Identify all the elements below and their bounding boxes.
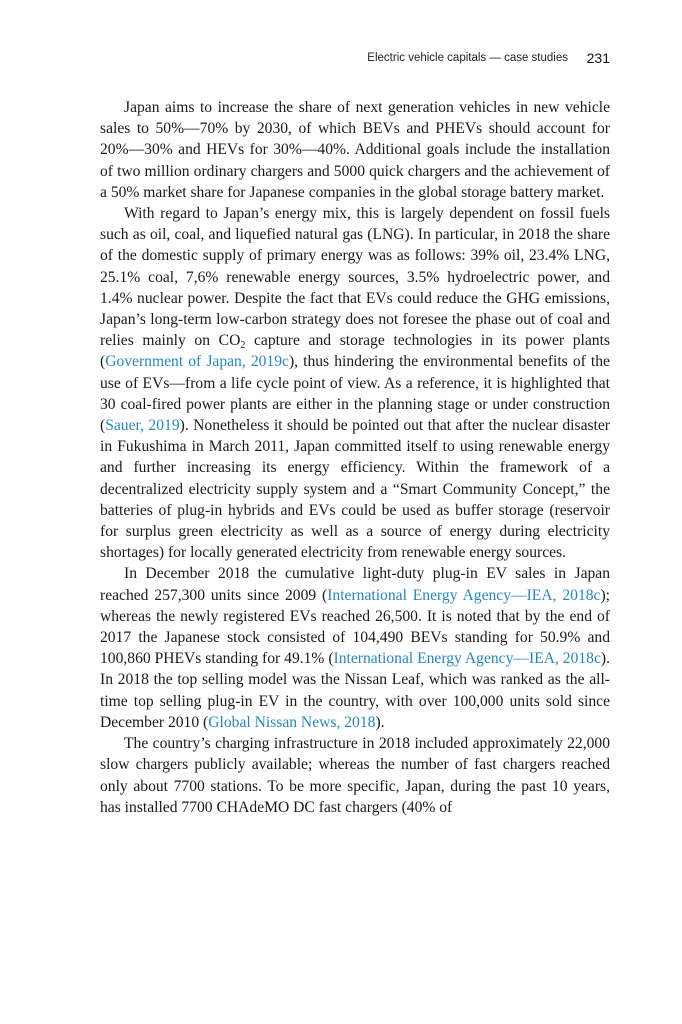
- paragraph-2-text-b: capture and storage technologies in its power plants (: [100, 332, 611, 371]
- running-head: [100, 50, 610, 68]
- paragraph-4: The country’s charging infrastructure in 2018 included approximately 22,000 slow chargers publicly available; whereas the number of fast chargers reached only about 7700 stations. To be more specific, Japan, during the past 10 years, has installed 7700 CHAdeMO DC fast chargers (40% of: [100, 735, 610, 816]
- paragraph-3: [100, 563, 610, 733]
- paragraph-3-text-a: In December 2018 the cumulative light-duty plug-in EV sales in Japan reached 257,300 units since 2009 (: [100, 565, 610, 604]
- paragraph-3-text-c: ). In 2018 the top selling model was the Nissan Leaf, which was ranked as the all-time top selling plug-in EV in the country, with over 100,000 units sold since December 2010 (: [100, 650, 610, 731]
- running-title: Electric vehicle capitals — case studies: [367, 52, 568, 64]
- paragraph-1: Japan aims to increase the share of next generation vehicles in new vehicle sales to 50%—70% by 2030, of which BEVs and PHEVs should account for 20%—30% and HEVs for 30%—40%. Additional goals include the installation of two million ordinary chargers and 5000 quick chargers and the achievement of a 50% market share for Japanese companies in the global storage battery market.: [100, 99, 610, 201]
- paragraph-2-text-c: ), thus hindering the environmental benefits of the use of EVs—from a life cycle point of view. As a reference, it is highlighted that 30 coal-fired power plants are either in the planning stage or under construction (: [100, 353, 610, 435]
- paragraph-3-text-d: ).: [375, 713, 385, 731]
- body-text: [100, 97, 610, 818]
- paragraph-3-text-b: ); whereas the newly registered EVs reached 26,500. It is noted that by the end of 2017 the Japanese stock consisted of 104,490 BEVs standing for 50.9% and 100,860 PHEVs standing for 49.1% (: [100, 586, 610, 668]
- page-number: 231: [586, 50, 610, 66]
- co2-subscript: 2: [240, 340, 246, 352]
- citation-link-global-nissan-news[interactable]: Global Nissan News, 2018: [208, 713, 376, 731]
- paragraph-2-text-a: With regard to Japan’s energy mix, this is largely dependent on fossil fuels such as oil, coal, and liquefied natural gas (LNG). In particular, in 2018 the share of the domestic supply of primary energy was as follows: 39% oil, 23.4% LNG, 25.1% coal, 7,6% renewable energy sources, 3.5% hydroelectric power, and 1.4% nuclear power. Despite the fact that EVs could reduce the GHG emissions, Japan’s long-term low-carbon strategy does not foresee the phase out of coal and relies mainly on CO: [100, 205, 610, 350]
- citation-link-iea-2[interactable]: International Energy Agency—IEA, 2018c: [333, 650, 601, 668]
- citation-link-iea-1[interactable]: International Energy Agency—IEA, 2018c: [327, 586, 601, 604]
- citation-link-government-of-japan[interactable]: Government of Japan, 2019c: [105, 353, 289, 371]
- paragraph-2-text-d: ). Nonetheless it should be pointed out that after the nuclear disaster in Fukushima in March 2011, Japan committed itself to using renewable energy and further increasing its energy efficiency. Within the framework of a decentralized electricity supply system and a “Smart Community Concept,” the batteries of plug-in hybrids and EVs could be used as buffer storage (reservoir for surplus green electricity as well as a source of energy during electricity shortages) for locally generated electricity from renewable energy sources.: [100, 417, 611, 562]
- paragraph-2: [100, 203, 610, 563]
- citation-link-sauer[interactable]: Sauer, 2019: [105, 417, 180, 435]
